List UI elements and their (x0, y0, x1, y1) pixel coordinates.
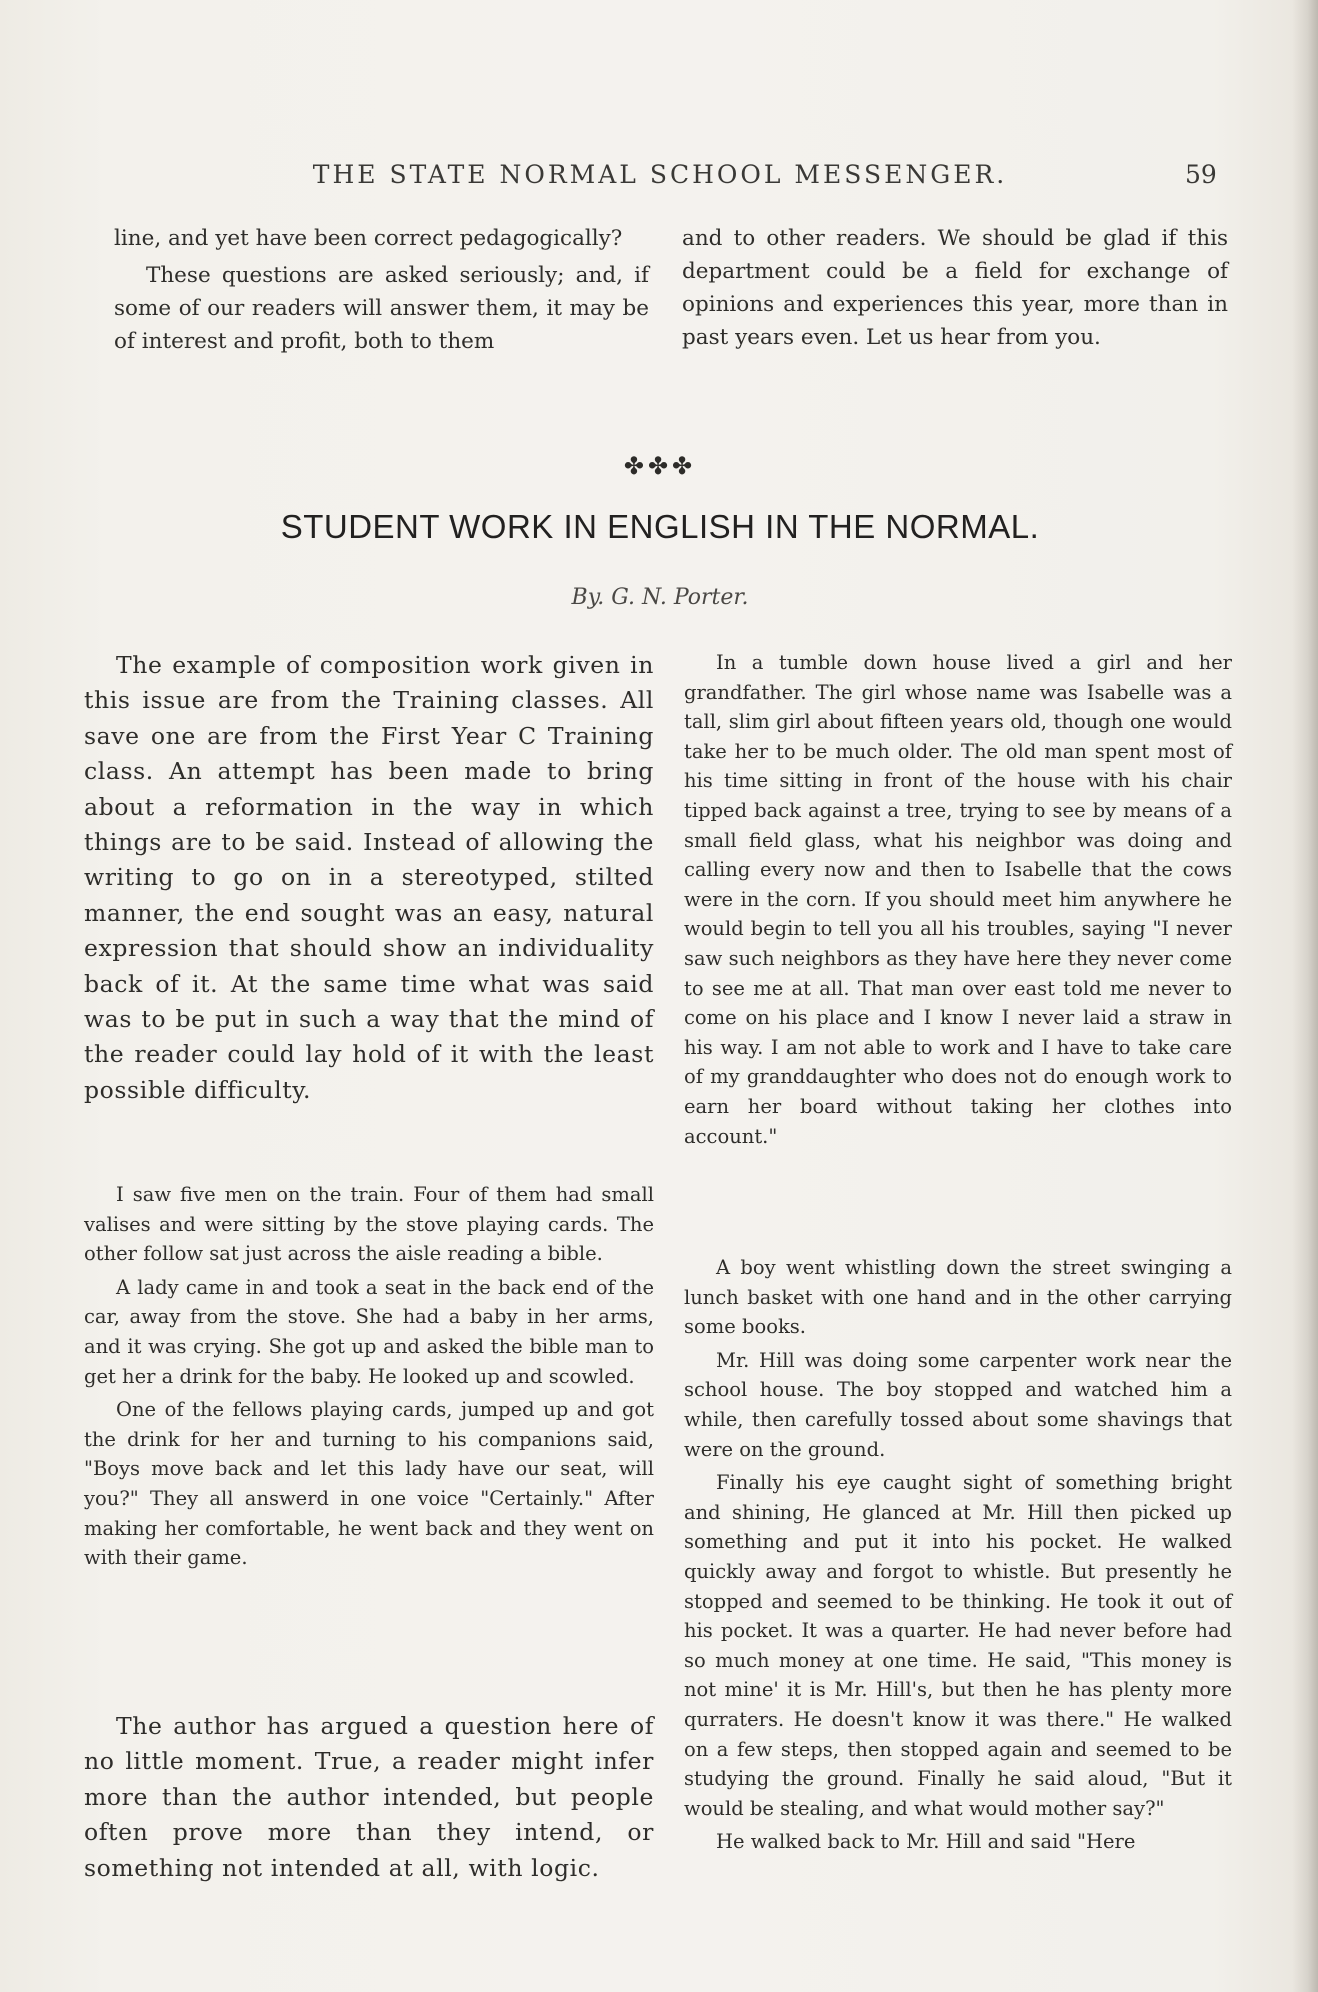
paragraph: Mr. Hill was doing some carpenter work near the school house. The boy stopped and watched him a while, then carefully tossed about some shavings that were on the ground. (684, 1348, 1232, 1461)
page-edge-shadow (1292, 0, 1318, 1992)
intro-column (84, 648, 654, 1108)
page-number: 59 (1185, 160, 1217, 189)
top-right-column (682, 222, 1228, 354)
paragraph: These questions are asked seriously; and, if some of our readers will answer them, it may be of interest and profit, both to them (114, 263, 649, 354)
comment-paragraph: The author has argued a question here of no little moment. True, a reader might infer more than the author intended, but people often prove more than they intend, or something not intended at all, with logic. (84, 1712, 654, 1882)
paragraph: One of the fellows playing cards, jumped up and got the drink for her and turning to his companions said, "Boys move back and let this lady have our seat, will you?" They all answerd in one voice "Certainly." After making her comfortable, he went back and they went on with their game. (84, 1398, 654, 1570)
article-byline: By. G. N. Porter. (571, 585, 749, 610)
intro-paragraph: The example of composition work given in this issue are from the Training classes. All save one are from the First Year C Training class. An attempt has been made to bring about a reformation in the way in which things are to be said. Instead of allowing the writing to go on in a stereotyped, stilted manner, the end sought was an easy, natural expression that should show an individuality back of it. At the same time what was said was to be put in such a way that the mind of the reader could lay hold of it with the least possible difficulty. (84, 651, 654, 1104)
paragraph: A boy went whistling down the street swinging a lunch basket with one hand and in the other carrying some books. (684, 1256, 1232, 1339)
running-header (0, 160, 1318, 194)
paragraph: Finally his eye caught sight of something bright and shining, He glanced at Mr. Hill then picked up something and put it into his pocket. He walked quickly away and forgot to whistle. But presently he stopped and seemed to be thinking. He took it out of his pocket. It was a quarter. He had never before had so much money at one time. He said, "This money is not mine' it is Mr. Hill's, but then he has plenty more qurraters. He doesn't know it was there." He walked on a few steps, then stopped again and seemed to be studying the ground. Finally he said aloud, "But it would be stealing, and what would mother say?" (684, 1471, 1232, 1820)
story-train (84, 1180, 654, 1573)
comment-column (84, 1709, 654, 1886)
paragraph: and to other readers. We should be glad if this department could be a field for exchange of opinions and experiences this year, more than in past years even. Let us hear from you. (682, 226, 1228, 350)
paragraph: A lady came in and took a seat in the back end of the car, away from the stove. She had a baby in her arms, and it was crying. She got up and asked the bible man to get her a drink for the baby. He looked up and scowled. (84, 1275, 654, 1388)
story-quarter (684, 1253, 1232, 1857)
paragraph: In a tumble down house lived a girl and her grandfather. The girl whose name was Isabelle was a tall, slim girl about fifteen years old, though one would take her to be much older. The old man spent most of his time sitting in front of the house with his chair tipped back against a tree, trying to see by means of a small field glass, what his neighbor was doing and calling every now and then to Isabelle that the cows were in the corn. If you should meet him anywhere he would begin to tell you all his troubles, saying "I never saw such neighbors as they have here they never come to see me at all. That man over east told me never to come on his place and I know I never laid a straw in his way. I am not able to work and I have to take care of my granddaughter who does not do enough work to earn her board without taking her clothes into account." (684, 651, 1232, 1148)
paragraph: I saw five men on the train. Four of them had small valises and were sitting by the stove playing cards. The other follow sat just across the aisle reading a bible. (84, 1183, 654, 1266)
journal-title: THE STATE NORMAL SCHOOL MESSENGER. (312, 160, 1008, 189)
article-title: STUDENT WORK IN ENGLISH IN THE NORMAL. (280, 508, 1040, 545)
paragraph: line, and yet have been correct pedagogically? (114, 226, 623, 251)
top-left-column (114, 222, 649, 358)
paragraph: He walked back to Mr. Hill and said "Here (716, 1830, 1136, 1854)
section-ornament: ✤✤✤ (623, 452, 697, 480)
story-grandfather (684, 648, 1232, 1151)
